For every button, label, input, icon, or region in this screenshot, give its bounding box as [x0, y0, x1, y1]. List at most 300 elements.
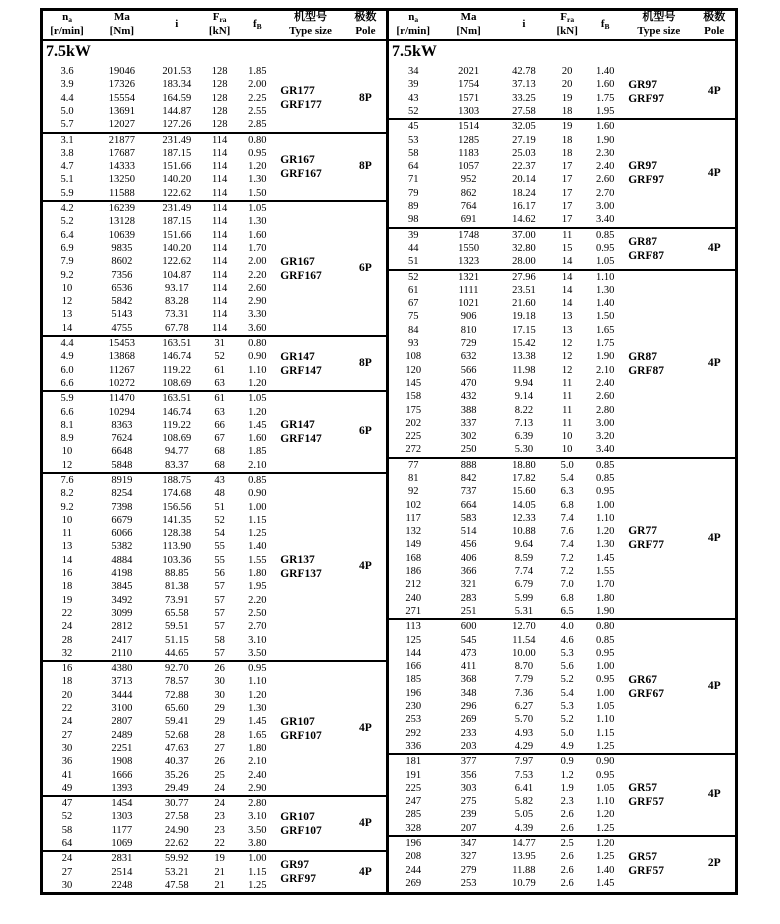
- type-size-label: GRF137: [280, 568, 322, 581]
- cell-fra: 14: [561, 256, 573, 268]
- type-size-cell: [276, 851, 345, 892]
- spec-row: [43, 133, 386, 147]
- cell-fb: 2.10: [248, 459, 267, 471]
- cell-fra: 114: [211, 282, 228, 294]
- cell-fra: 57: [214, 607, 225, 619]
- cell-fb: 0.85: [596, 473, 615, 484]
- cell-fra: 6.5: [560, 605, 574, 617]
- cell-ma: 327: [460, 851, 477, 863]
- cell-fb: 0.90: [248, 488, 267, 500]
- cell-na: 149: [405, 539, 422, 551]
- cell-i: 47.63: [164, 742, 189, 754]
- cell-fra: 29: [214, 703, 225, 715]
- cell-na: 52: [407, 271, 419, 283]
- cell-ma: 6648: [111, 446, 133, 458]
- cell-na: 39: [407, 229, 419, 241]
- cell-ma: 764: [460, 201, 477, 213]
- cell-fra: 23: [214, 824, 225, 836]
- cell-ma: 5143: [111, 309, 133, 321]
- spec-row: [389, 270, 735, 284]
- cell-fb: 1.25: [248, 528, 267, 540]
- cell-ma: 1754: [458, 79, 480, 91]
- cell-na: 12: [61, 296, 73, 308]
- cell-na: 41: [61, 769, 73, 781]
- cell-i: 146.74: [162, 351, 192, 363]
- cell-i: 6.79: [514, 579, 534, 591]
- cell-fb: 1.05: [596, 256, 615, 268]
- cell-na: 79: [407, 187, 419, 199]
- type-size-label: GRF97: [628, 174, 665, 187]
- column-header-unit: Pole: [355, 24, 376, 37]
- cell-na: 71: [407, 174, 419, 186]
- cell-fb: 1.30: [248, 216, 267, 228]
- cell-na: 6.9: [60, 242, 74, 254]
- type-size-cell: [624, 270, 693, 458]
- cell-fb: 0.85: [596, 229, 615, 241]
- cell-fb: 1.15: [596, 727, 615, 739]
- cell-i: 10.79: [512, 877, 536, 889]
- cell-i: 104.87: [162, 269, 192, 281]
- cell-na: 244: [405, 864, 422, 876]
- type-size-label: GRF57: [628, 864, 665, 877]
- cell-ma: 1748: [458, 229, 480, 241]
- cell-fb: 2.10: [248, 756, 267, 768]
- spec-table-right: [389, 11, 735, 890]
- cell-ma: 366: [460, 566, 477, 578]
- cell-na: 84: [407, 324, 419, 336]
- cell-fra: 29: [214, 716, 225, 728]
- cell-ma: 2417: [111, 634, 133, 646]
- cell-fra: 114: [211, 161, 228, 173]
- cell-fb: 1.85: [248, 66, 267, 78]
- column-header-unit: [Nm]: [109, 24, 135, 37]
- cell-ma: 514: [460, 526, 477, 538]
- cell-na: 45: [407, 121, 419, 133]
- cell-ma: 15554: [108, 92, 135, 104]
- cell-ma: 1321: [458, 271, 480, 283]
- cell-ma: 251: [460, 605, 477, 617]
- spec-table-left-panel: [43, 11, 389, 892]
- cell-ma: 13868: [108, 351, 135, 363]
- cell-ma: 1057: [458, 161, 480, 173]
- cell-fra: 61: [214, 393, 225, 405]
- cell-fra: 20: [561, 66, 573, 78]
- cell-na: 108: [405, 351, 422, 363]
- cell-fb: 2.60: [596, 174, 615, 186]
- cell-na: 158: [405, 391, 422, 403]
- cell-fb: 1.40: [596, 298, 615, 310]
- type-size-label: GRF97: [628, 92, 665, 105]
- type-size-cell: [276, 473, 345, 661]
- cell-ma: 10272: [108, 377, 135, 389]
- cell-fb: 0.95: [596, 647, 615, 659]
- cell-i: 8.22: [514, 404, 534, 416]
- cell-na: 196: [405, 838, 422, 850]
- cell-na: 7.6: [60, 475, 74, 486]
- cell-fb: 1.20: [596, 809, 615, 821]
- cell-na: 5.2: [60, 216, 74, 228]
- type-size-label: GRF57: [628, 796, 665, 809]
- cell-fb: 1.05: [248, 393, 267, 405]
- cell-ma: 1454: [111, 798, 133, 810]
- cell-i: 151.66: [162, 161, 192, 173]
- cell-na: 18: [61, 581, 73, 593]
- cell-fb: 0.90: [248, 351, 267, 363]
- type-size-cell: [624, 228, 693, 270]
- cell-i: 11.98: [512, 364, 536, 376]
- cell-ma: 17326: [108, 79, 135, 91]
- cell-fra: 57: [214, 581, 225, 593]
- cell-fb: 2.40: [596, 377, 615, 389]
- cell-i: 20.14: [512, 174, 536, 186]
- cell-fb: 3.00: [596, 417, 615, 429]
- cell-na: 30: [61, 742, 73, 754]
- cell-i: 27.58: [164, 811, 189, 823]
- cell-fb: 1.75: [596, 338, 615, 350]
- cell-na: 52: [407, 105, 419, 117]
- cell-ma: 1021: [458, 298, 480, 310]
- cell-fb: 1.80: [248, 742, 267, 754]
- cell-fra: 12: [561, 351, 573, 363]
- gearmotor-spec-sheet: [40, 8, 738, 895]
- cell-fb: 2.10: [596, 364, 615, 376]
- cell-fra: 13: [561, 311, 573, 323]
- cell-fra: 67: [214, 433, 225, 445]
- cell-na: 144: [405, 647, 422, 659]
- cell-na: 5.9: [60, 187, 74, 199]
- cell-fb: 1.70: [248, 242, 267, 254]
- cell-ma: 13250: [108, 174, 135, 186]
- type-size-label: GR97: [628, 78, 657, 91]
- type-size-label: GR87: [628, 235, 657, 248]
- cell-na: 93: [407, 338, 419, 350]
- pole-count-cell: 4P: [707, 166, 721, 179]
- cell-fb: 2.20: [248, 594, 267, 606]
- cell-na: 89: [407, 201, 419, 213]
- cell-fb: 1.15: [248, 866, 267, 878]
- cell-fra: 1.9: [560, 782, 574, 794]
- cell-na: 8.2: [60, 488, 74, 500]
- cell-fra: 61: [214, 364, 225, 376]
- cell-fra: 12: [561, 364, 573, 376]
- cell-i: 122.62: [162, 256, 192, 268]
- column-header-unit: Pole: [704, 24, 725, 37]
- pole-count-cell: 6P: [359, 261, 372, 274]
- cell-fb: 2.00: [248, 79, 267, 91]
- cell-ma: 5382: [111, 541, 133, 553]
- spec-row: [389, 119, 735, 133]
- cell-na: 225: [405, 782, 422, 794]
- cell-fb: 1.45: [248, 419, 267, 431]
- cell-fb: 1.10: [248, 676, 267, 688]
- cell-na: 4.9: [60, 351, 74, 363]
- spec-row: [389, 836, 735, 850]
- cell-fra: 5.4: [560, 687, 574, 699]
- cell-fb: 1.20: [596, 838, 615, 850]
- cell-ma: 303: [460, 782, 477, 794]
- type-size-cell: [624, 754, 693, 836]
- cell-ma: 2514: [111, 866, 133, 878]
- cell-ma: 3713: [111, 676, 133, 688]
- cell-fb: 2.25: [248, 92, 267, 104]
- column-header-fb: [586, 11, 624, 40]
- spec-group: [389, 270, 735, 458]
- cell-na: 247: [405, 796, 422, 808]
- spec-row: [43, 851, 386, 865]
- cell-i: 7.36: [514, 687, 534, 699]
- cell-i: 59.41: [164, 716, 189, 728]
- cell-ma: 1908: [111, 756, 133, 768]
- cell-na: 64: [407, 161, 419, 173]
- cell-i: 32.80: [512, 242, 536, 254]
- cell-fra: 5.0: [560, 727, 574, 739]
- cell-i: 183.34: [162, 79, 192, 91]
- cell-na: 47: [61, 798, 73, 810]
- cell-fb: 3.50: [248, 647, 267, 659]
- cell-i: 9.14: [514, 391, 534, 403]
- cell-fb: 1.20: [248, 689, 267, 701]
- cell-fb: 1.10: [596, 271, 615, 283]
- column-header-type: [624, 11, 693, 40]
- column-header-na: [389, 11, 437, 40]
- spec-row: [389, 228, 735, 242]
- cell-ma: 4198: [111, 568, 133, 580]
- cell-fb: 1.10: [248, 364, 267, 376]
- cell-fb: 1.20: [596, 526, 615, 538]
- cell-fra: 4.9: [560, 740, 574, 752]
- type-size-label: GR167: [280, 255, 315, 268]
- spec-group: [43, 851, 386, 892]
- column-header-subscript: ra: [219, 15, 227, 24]
- cell-na: 27: [61, 866, 73, 878]
- cell-i: 6.27: [514, 701, 534, 713]
- cell-fb: 0.85: [596, 459, 615, 471]
- cell-fra: 114: [211, 229, 228, 241]
- cell-fb: 0.80: [248, 338, 267, 350]
- cell-ma: 2021: [458, 66, 480, 78]
- type-size-label: GR97: [628, 160, 657, 173]
- cell-na: 12: [61, 459, 73, 471]
- cell-ma: 11470: [108, 393, 135, 405]
- cell-na: 81: [407, 473, 419, 484]
- type-size-cell: [276, 65, 345, 132]
- cell-i: 5.05: [514, 809, 534, 821]
- cell-fb: 1.10: [596, 796, 615, 808]
- cell-i: 4.29: [514, 740, 534, 752]
- cell-fra: 0.9: [560, 756, 574, 768]
- cell-fra: 128: [211, 66, 228, 78]
- cell-ma: 302: [460, 431, 477, 443]
- cell-i: 18.24: [512, 187, 536, 199]
- cell-fb: 1.85: [248, 446, 267, 458]
- cell-ma: 1323: [458, 256, 480, 268]
- cell-ma: 583: [460, 512, 477, 524]
- header-row: [43, 11, 386, 40]
- cell-na: 9.2: [60, 269, 74, 281]
- pole-count-cell: 8P: [359, 356, 372, 369]
- cell-fra: 2.6: [560, 851, 574, 863]
- type-size-cell: [276, 391, 345, 473]
- cell-fra: 58: [214, 634, 225, 646]
- cell-fra: 6.8: [560, 592, 574, 604]
- cell-na: 67: [407, 298, 419, 310]
- pole-count-cell: 4P: [359, 865, 372, 878]
- cell-fra: 54: [214, 528, 225, 540]
- type-size-label: GRF87: [628, 364, 665, 377]
- cell-i: 73.31: [164, 309, 189, 321]
- cell-fra: 30: [214, 689, 225, 701]
- cell-fra: 114: [211, 256, 228, 268]
- cell-fra: 63: [214, 406, 225, 418]
- cell-na: 8.9: [60, 433, 74, 445]
- cell-fb: 2.40: [248, 769, 267, 781]
- cell-i: 8.59: [514, 552, 534, 564]
- type-size-label: GR107: [280, 715, 315, 728]
- cell-fb: 3.80: [248, 838, 267, 850]
- spec-row: [43, 796, 386, 810]
- cell-na: 6.4: [60, 229, 74, 241]
- cell-fra: 30: [214, 676, 225, 688]
- cell-i: 17.82: [512, 473, 536, 484]
- cell-ma: 2812: [111, 621, 133, 633]
- cell-fra: 31: [214, 338, 225, 350]
- cell-fb: 2.30: [596, 147, 615, 159]
- cell-ma: 729: [460, 338, 477, 350]
- cell-fb: 1.60: [596, 121, 615, 133]
- cell-ma: 1183: [458, 147, 479, 159]
- cell-fb: 2.50: [248, 607, 267, 619]
- cell-fb: 1.00: [596, 499, 615, 511]
- cell-ma: 1571: [458, 92, 480, 104]
- cell-na: 272: [405, 444, 422, 456]
- column-header-unit: [Nm]: [456, 24, 481, 37]
- cell-ma: 250: [460, 444, 477, 456]
- cell-fra: 19: [561, 121, 573, 133]
- cell-fra: 66: [214, 419, 225, 431]
- cell-fb: 1.80: [248, 568, 267, 580]
- type-size-cell: [276, 796, 345, 851]
- type-size-label: GRF177: [280, 99, 322, 112]
- cell-i: 187.15: [162, 216, 192, 228]
- cell-ma: 8254: [111, 488, 133, 500]
- column-header-na: [43, 11, 91, 40]
- cell-fb: 1.55: [248, 554, 267, 566]
- spec-group: [43, 473, 386, 661]
- cell-ma: 6679: [111, 514, 133, 526]
- cell-fb: 1.55: [596, 566, 615, 578]
- cell-i: 37.13: [512, 79, 536, 91]
- cell-ma: 233: [460, 727, 477, 739]
- cell-i: 59.51: [164, 621, 189, 633]
- cell-fb: 0.95: [248, 147, 267, 159]
- cell-na: 125: [405, 634, 422, 646]
- cell-fra: 63: [214, 377, 225, 389]
- cell-i: 29.49: [164, 782, 189, 794]
- cell-i: 73.91: [164, 594, 189, 606]
- cell-fb: 1.15: [248, 514, 267, 526]
- cell-i: 30.77: [164, 798, 189, 810]
- cell-na: 181: [405, 756, 422, 768]
- spec-group: [389, 619, 735, 754]
- cell-fra: 5.3: [560, 701, 574, 713]
- cell-na: 22: [61, 607, 73, 619]
- cell-ma: 545: [460, 634, 477, 646]
- column-header-symbol: 机型号: [294, 11, 327, 23]
- spec-group: [43, 133, 386, 201]
- cell-fra: 12: [561, 338, 573, 350]
- cell-ma: 3099: [111, 607, 133, 619]
- cell-fb: 1.60: [248, 433, 267, 445]
- cell-i: 119.22: [162, 419, 191, 431]
- cell-fb: 1.60: [248, 229, 267, 241]
- cell-fb: 1.25: [596, 851, 615, 863]
- cell-fb: 1.95: [248, 581, 267, 593]
- cell-fb: 1.10: [596, 714, 615, 726]
- cell-fb: 0.95: [248, 663, 267, 675]
- cell-ma: 737: [460, 486, 477, 498]
- cell-ma: 411: [460, 661, 477, 673]
- pole-count-cell: 2P: [707, 856, 721, 869]
- cell-ma: 16239: [108, 203, 135, 215]
- cell-ma: 269: [460, 714, 477, 726]
- cell-ma: 7398: [111, 501, 133, 513]
- cell-i: 7.79: [514, 674, 534, 686]
- cell-fb: 2.55: [248, 105, 267, 117]
- cell-ma: 1303: [458, 105, 480, 117]
- cell-fra: 114: [211, 216, 228, 228]
- cell-fra: 51: [214, 501, 225, 513]
- cell-fb: 1.00: [248, 853, 267, 865]
- column-header-subscript: a: [68, 15, 72, 24]
- cell-fb: 1.50: [248, 187, 267, 199]
- cell-ma: 8919: [111, 475, 133, 486]
- cell-na: 5.7: [60, 119, 74, 131]
- cell-na: 113: [405, 621, 421, 633]
- cell-fra: 57: [214, 621, 225, 633]
- cell-fra: 20: [561, 79, 573, 91]
- cell-ma: 5842: [111, 296, 133, 308]
- cell-i: 5.30: [514, 444, 534, 456]
- cell-i: 9.64: [514, 539, 534, 551]
- pole-count-cell: 4P: [707, 241, 721, 254]
- cell-fra: 7.4: [560, 512, 574, 524]
- cell-na: 77: [407, 459, 419, 471]
- cell-fra: 11: [562, 417, 573, 429]
- cell-fb: 1.80: [596, 592, 615, 604]
- cell-i: 7.97: [514, 756, 534, 768]
- cell-ma: 664: [460, 499, 477, 511]
- cell-i: 11.54: [512, 634, 536, 646]
- cell-i: 13.38: [512, 351, 536, 363]
- column-header-unit: Type size: [289, 24, 332, 37]
- column-header-i: [153, 11, 201, 40]
- cell-na: 185: [405, 674, 422, 686]
- spec-group: [389, 458, 735, 620]
- cell-fb: 3.20: [596, 431, 615, 443]
- cell-na: 196: [405, 687, 422, 699]
- cell-na: 6.6: [60, 406, 74, 418]
- cell-fra: 19: [214, 853, 225, 865]
- cell-ma: 1111: [458, 284, 479, 296]
- cell-fra: 7.4: [560, 539, 574, 551]
- cell-i: 231.49: [162, 134, 192, 146]
- cell-i: 16.17: [512, 201, 536, 213]
- cell-i: 52.68: [164, 729, 189, 741]
- cell-i: 51.15: [164, 634, 189, 646]
- cell-ma: 9835: [111, 242, 133, 254]
- cell-i: 13.95: [512, 851, 536, 863]
- cell-fb: 0.85: [596, 634, 615, 646]
